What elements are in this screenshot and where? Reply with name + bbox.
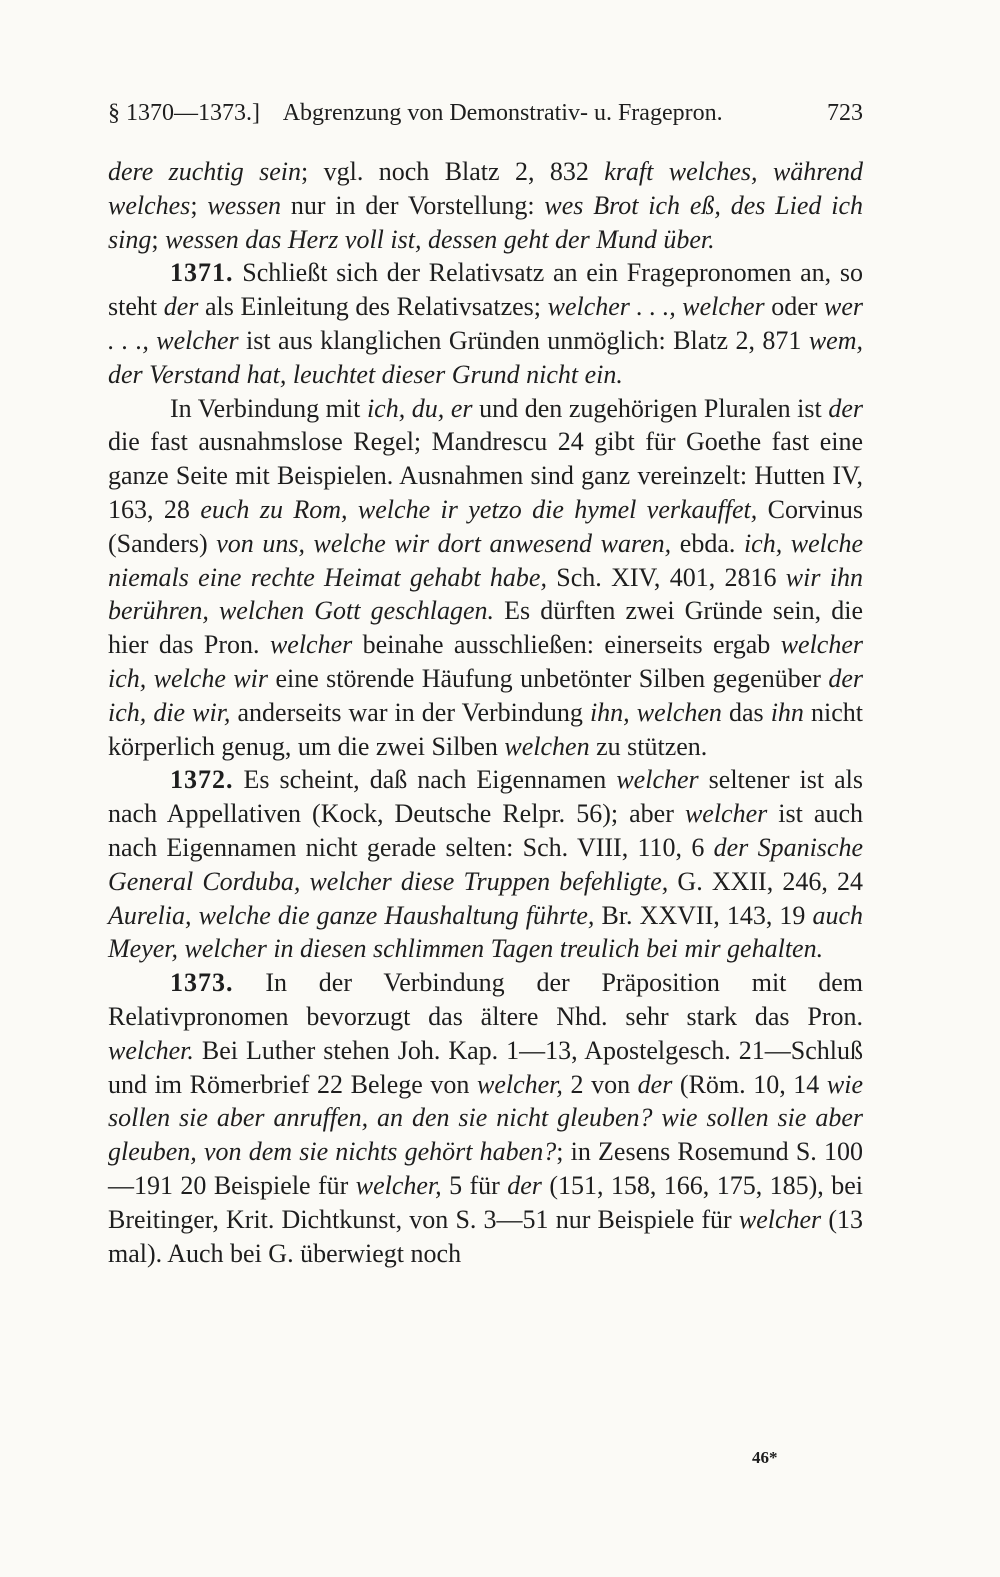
text-run: Br. XXVII, 143, 19 [594,900,813,930]
italic-quote: dere zuchtig sein [108,157,302,186]
text-run: nicht körperlich genug, um die zwei Silben [108,697,863,761]
italic-quote: ihn, welchen [589,697,722,727]
text-run: ; [190,190,208,220]
text-run: Es scheint, daß nach Eigennamen [233,765,617,795]
section-range: § 1370—1373.] [108,100,260,126]
running-title: Abgrenzung von Demonstrativ- u. Fragepron. [282,100,723,126]
italic-quote: der [163,292,199,322]
text-run: oder [764,292,824,322]
italic-quote: welcher, [355,1170,442,1200]
italic-quote: ihn [770,697,804,727]
text-run: Schließt sich der Relativsatz an ein Fragepronomen an, so steht [108,258,863,322]
italic-quote: auch Meyer, welcher in diesen schlimmen Tagen treulich bei mir gehalten. [108,900,863,964]
text-run: (Röm. 10, 14 [672,1069,827,1099]
paragraph [108,392,863,764]
italic-quote: wir ihn berühren, welchen Gott geschlagen. [108,562,863,626]
text-run: Corvinus (Sanders) [108,494,863,558]
text-run: ; in Zesens Rosemund S. 100—191 20 Beispiele für [108,1137,863,1200]
text-run: ebda. [671,528,744,558]
signature-mark: 46* [752,1448,778,1467]
text-run: In Verbindung mit [170,393,367,423]
section-number: 1371. [170,258,234,288]
text-run: beinahe ausschließen: einerseits ergab [352,630,781,660]
italic-quote: ich, welche niemals eine rechte Heimat gehabt habe, [108,528,863,592]
italic-quote: welcher ich, welche wir [108,630,863,693]
italic-quote: wes Brot ich eß, des Lied ich sing [108,190,863,254]
text-run: nur in der Vorstellung: [281,190,545,220]
body-text [108,155,863,1270]
text-run: In der Verbindung der Präposition mit dem Relativpronomen bevorzugt das ältere Nhd. sehr stark das Pron. [108,968,863,1031]
text-run: als Einleitung des Relativsatzes; [198,292,548,322]
italic-quote: welcher. [108,1035,194,1065]
text-run: G. XXII, 246, 24 [668,866,863,896]
italic-quote: von uns, welche wir dort anwesend waren, [216,528,672,558]
paragraph [108,966,863,1270]
paragraph [108,763,863,966]
italic-quote: welcher, [476,1069,563,1099]
text-run: seltener ist als nach Appellativen (Kock, Deutsche Relpr. 56); aber [108,765,864,829]
text-run: ist aus klanglichen Gründen unmöglich: Blatz 2, 871 [238,325,809,355]
italic-quote: welcher . . ., welcher [547,292,765,322]
text-run: eine störende Häufung unbetönter Silben gegenüber [268,663,829,693]
italic-quote: der Spanische General Corduba, welcher diese Truppen befehligte, [108,832,863,896]
italic-quote: der [507,1170,542,1200]
text-run: (13 mal). Auch bei G. überwiegt noch [108,1204,863,1268]
italic-quote: der [637,1069,673,1099]
text-run: 5 für [441,1170,508,1200]
italic-quote: wie sollen sie aber anruffen, an den sie nicht gleuben? wie sollen sie aber gleuben, von dem sie nichts gehört haben? [108,1069,863,1167]
section-number: 1372. [170,765,234,795]
text-run: 2 von [562,1069,638,1099]
text-run: ist auch nach Eigennamen nicht gerade selten: Sch. VIII, 110, 6 [108,799,863,862]
paragraph [108,155,863,256]
text-run: Es dürften zwei Gründe sein, die hier das Pron. [108,596,863,660]
italic-quote: wer . . ., welcher [108,292,863,355]
italic-quote: der [828,393,863,423]
italic-quote: welchen [504,731,590,761]
text-run: ; vgl. noch Blatz 2, 832 [301,157,605,186]
text-run: das [721,697,771,727]
italic-quote: der ich, die wir, [108,663,863,727]
text-run: und den zugehörigen Pluralen ist [472,393,829,423]
paragraph [108,256,863,391]
italic-quote: wessen das Herz voll ist, dessen geht der Mund über. [165,224,715,254]
text-run: zu stützen. [589,731,708,761]
italic-quote: kraft welches, während welches [108,157,863,220]
italic-quote: welcher [738,1204,822,1234]
italic-quote: ich, du, er [366,393,473,423]
italic-quote: wessen [207,190,282,220]
italic-quote: euch zu Rom, welche ir yetzo die hymel verkauffet, [200,494,758,524]
italic-quote: welcher [269,630,353,660]
text-run: Sch. XIV, 401, 2816 [546,562,786,592]
italic-quote: welcher [616,765,699,795]
text-run: ; [151,224,166,254]
section-number: 1373. [170,968,234,998]
text-run: Bei Luther stehen Joh. Kap. 1—13, Apostelgesch. 21—Schluß und im Römerbrief 22 Belege von [108,1035,863,1099]
header-left [108,96,723,130]
italic-quote: wem, der Verstand hat, leuchtet dieser Grund nicht ein. [108,325,863,389]
italic-quote: welcher [684,799,768,829]
text-run: anderseits war in der Verbindung [230,697,590,727]
page-number: 723 [827,100,863,126]
italic-quote: Aurelia, welche die ganze Haushaltung führte, [108,900,595,930]
text-run: die fast ausnahmslose Regel; Mandrescu 24 gibt für Goethe fast eine ganze Seite mit Beispielen. Ausnahmen sind ganz vereinzelt: Hutten IV, 163, 28 [108,427,863,524]
text-run: (151, 158, 166, 175, 185), bei Breitinger, Krit. Dichtkunst, von S. 3—51 nur Beispiele für [108,1170,863,1234]
running-header [108,96,863,130]
